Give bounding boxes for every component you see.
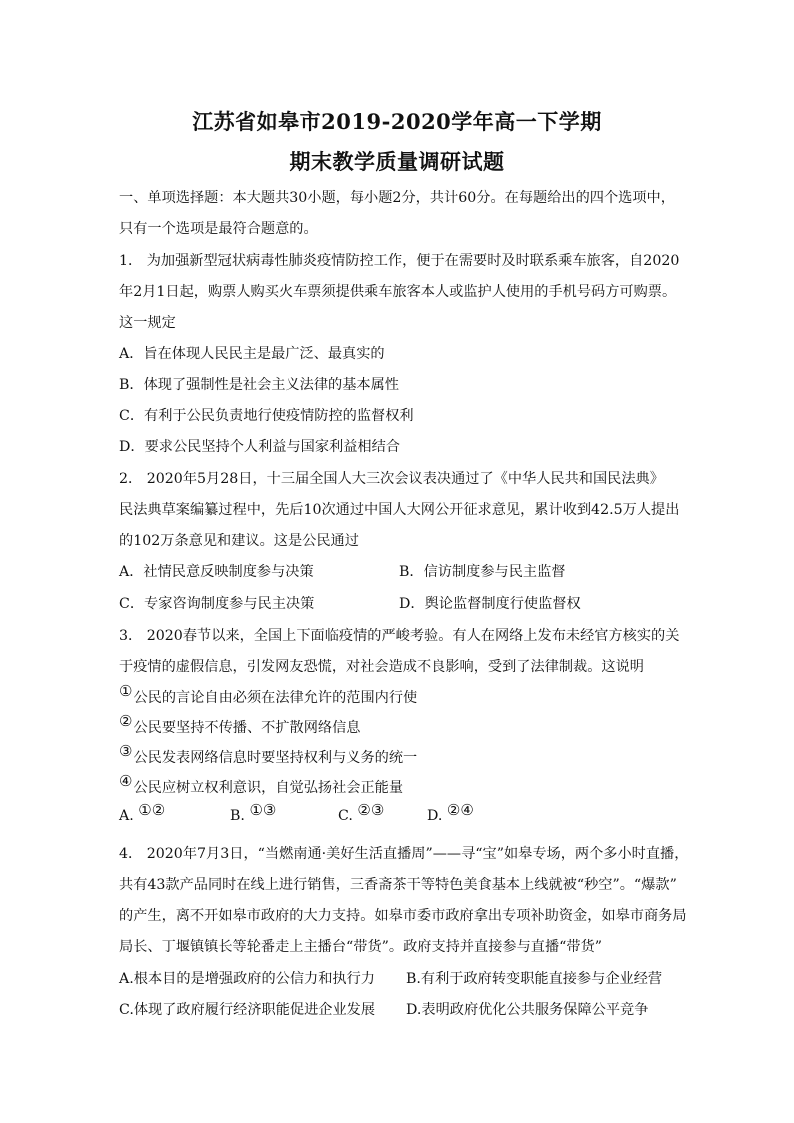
q3-answer-c [338,801,385,824]
q4-option-d: D.表明政府优化公共服务保障公平竞争 [406,1002,649,1018]
q2-stem-line1: 2． 2020年5月28日，十三届全国人大三次会议表决通过了《中华人民共和国民法典》 [119,471,664,487]
q4-option-c: C.体现了政府履行经济职能促进企业发展 [119,1002,376,1018]
q3-answer-a [119,801,166,824]
section-instructions-line2: 只有一个选项是最符合题意的。 [119,221,318,237]
q2-stem-line2: 民法典草案编纂过程中，先后10次通过中国人大网公开征求意见，累计收到42.5万人提出 [119,502,680,518]
q3-statement-1 [119,682,418,707]
q3-answer-a-letter: A. [119,808,134,824]
q3-statement-2 [119,712,361,737]
q3-answer-d [427,801,475,824]
q4-stem-line1: 4． 2020年7月3日，“当燃南通·美好生活直播周”——寻“宝”如皋专场，两个多小时直播， [119,846,689,862]
q4-stem-line4: 局长、丁堰镇镇长等轮番走上主播台“带货”。政府支持并直接参与直播“带货” [119,939,603,955]
q2-option-c: C．专家咨询制度参与民主决策 [119,596,315,612]
q3-answer-d-marks: ②④ [446,801,474,819]
q3-statement-4-text: 公民应树立权利意识，自觉弘扬社会正能量 [133,780,404,796]
q3-statement-2-text: 公民要坚持不传播、不扩散网络信息 [133,720,361,736]
q2-option-b: B．信访制度参与民主监督 [399,564,566,580]
q4-option-b: B.有利于政府转变职能直接参与企业经营 [406,971,663,987]
q1-option-b: B．体现了强制性是社会主义法律的基本属性 [119,377,399,393]
q3-statement-4 [119,772,404,797]
q3-stem-line2: 于疫情的虚假信息，引发网友恐慌，对社会造成不良影响，受到了法律制裁。这说明 [119,659,644,675]
q3-answer-b [230,801,277,824]
section-instructions-line1: 一、单项选择题：本大题共30小题，每小题2分，共计60分。在每题给出的四个选项中， [119,190,675,206]
q1-stem-line3: 这一规定 [119,315,176,331]
q3-stem-line1: 3． 2020春节以来，全国上下面临疫情的严峻考验。有人在网络上发布未经官方核实的关 [119,628,680,644]
q3-answer-c-marks: ②③ [357,801,385,819]
q3-statement-4-mark: ④ [119,772,133,790]
q4-option-a: A.根本目的是增强政府的公信力和执行力 [119,971,375,987]
q3-statement-3-text: 公民发表网络信息时要坚持权利与义务的统一 [133,750,418,766]
exam-title-line2: 期末教学质量调研试题 [289,149,505,174]
q3-answer-c-letter: C. [338,808,353,824]
q3-answer-a-marks: ①② [138,801,166,819]
q1-stem-line1: 1． 为加强新型冠状病毒性肺炎疫情防控工作，便于在需要时及时联系乘车旅客，自2020 [119,253,680,269]
q3-statement-1-mark: ① [119,682,133,700]
q2-option-d: D．舆论监督制度行使监督权 [399,596,581,612]
q1-stem-line2: 年2月1日起，购票人购买火车票须提供乘车旅客本人或监护人使用的手机号码方可购票。 [119,284,677,300]
q3-statement-3-mark: ③ [119,742,133,760]
q4-stem-line3: 的产生，离不开如皋市政府的大力支持。如皋市委市政府拿出专项补助资金，如皋市商务局 [119,908,687,924]
q3-answer-d-letter: D. [427,808,443,824]
q4-stem-line2: 共有43款产品同时在线上进行销售，三香斋茶干等特色美食基本上线就被“秒空”。“爆款” [119,877,677,893]
q1-option-d: D．要求公民坚持个人利益与国家利益相结合 [119,439,400,455]
q2-option-a: A．社情民意反映制度参与决策 [119,564,314,580]
q1-option-a: A．旨在体现人民民主是最广泛、最真实的 [119,346,385,362]
q3-statement-3 [119,742,418,767]
q3-statement-1-text: 公民的言论自由必须在法律允许的范围内行使 [133,690,418,706]
q3-answer-b-letter: B. [230,808,245,824]
q1-option-c: C．有利于公民负责地行使疫情防控的监督权利 [119,408,414,424]
q2-stem-line3: 的102万条意见和建议。这是公民通过 [119,533,359,549]
exam-title-line1: 江苏省如皋市2019-2020学年高一下学期 [192,109,602,134]
q3-statement-2-mark: ② [119,712,133,730]
q3-answer-b-marks: ①③ [249,801,277,819]
